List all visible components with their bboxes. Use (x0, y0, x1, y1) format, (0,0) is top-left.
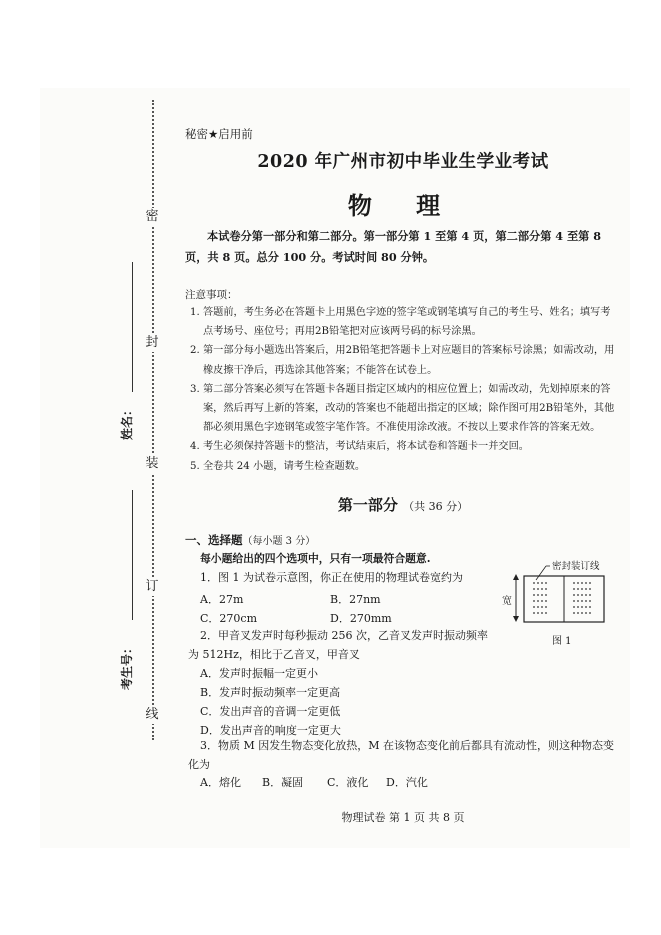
q1-option-a: A．27m (200, 593, 244, 606)
note-item: 4. 考生必须保持答题卡的整洁，考试结束后，将本试卷和答题卡一并交回。 (203, 437, 615, 456)
notes-title: 注意事项： (185, 289, 238, 301)
section-title (185, 532, 315, 548)
intro-text: 本试卷分第一部分和第二部分。第一部分第 1 至第 4 页，第二部分第 4 至第 8 页，共 8 页。总分 100 分。考试时间 80 分钟。 (185, 229, 602, 264)
name-underline (132, 262, 133, 392)
q3-option-d: D．汽化 (386, 776, 428, 789)
note-item: 1. 答题前，考生务必在答题卡上用黑色字迹的签字笔或钢笔填写自己的考生号、姓名；填写考点考场号、座位号；再用2B铅笔把对应该两号码的标号涂黑。 (203, 303, 615, 341)
section-per-score: （每小题 3 分） (242, 536, 316, 547)
seal-char-xian: 线 (142, 706, 162, 724)
part1-score: （共 36 分） (403, 500, 469, 513)
section-title-text: 一、选择题 (185, 533, 243, 547)
subject-title: 物 理 (347, 191, 459, 220)
figure-1-caption: 图 1 (552, 636, 572, 647)
note-item: 2. 第一部分每小题选出答案后，用2B铅笔把答题卡上对应题目的答案标号涂黑；如需改动，用橡皮擦干净后，再选涂其他答案；不能答在试卷上。 (203, 341, 615, 379)
exam-title: 2020 年广州市初中毕业生学业考试 (257, 152, 549, 172)
id-label: 考生号： (120, 641, 134, 690)
q1-option-d: D．270mm (330, 612, 392, 625)
part1-title-text: 第一部分 (337, 496, 398, 514)
q2-option-c: C．发出声音的音调一定更低 (200, 705, 341, 718)
q3-option-c: C．液化 (327, 776, 369, 789)
part1-title (168, 494, 638, 515)
question-3-stem: 3．物质 M 因发生物态变化放热，M 在该物态变化前后都具有流动性，则这种物态变化为 (188, 739, 615, 771)
figure-1-width-label: 宽 (502, 596, 512, 607)
q3-option-b: B．凝固 (262, 776, 304, 789)
q3-option-a: A．熔化 (200, 776, 241, 789)
seal-char-ding: 订 (142, 578, 162, 596)
section-instruction: 每小题给出的四个选项中，只有一项最符合题意. (200, 552, 431, 565)
dots-right (573, 582, 591, 614)
dots-left (533, 582, 547, 614)
q2-option-d: D．发出声音的响度一定更大 (200, 724, 341, 737)
binding-dotted-line (152, 100, 154, 740)
figure-1-binding-label: 密封装订线 (552, 561, 600, 572)
figure-1 (500, 556, 615, 656)
q2-option-b: B．发声时振动频率一定更高 (200, 686, 341, 699)
seal-char-zhuang: 装 (142, 455, 162, 473)
id-underline (132, 490, 133, 620)
q2-option-a: A．发声时振幅一定更小 (200, 667, 318, 680)
page-footer: 物理试卷 第 1 页 共 8 页 (341, 811, 465, 824)
secret-label: 秘密★启用前 (185, 127, 253, 141)
seal-char-mi: 密 (142, 208, 162, 226)
question-1-stem: 1．图 1 为试卷示意图，你正在使用的物理试卷宽约为 (200, 571, 463, 584)
notes-list (185, 303, 615, 476)
q1-option-b: B．27nm (330, 593, 381, 606)
note-item: 5. 全卷共 24 小题，请考生检查题数。 (203, 457, 615, 476)
seal-char-feng: 封 (142, 334, 162, 352)
note-item: 3. 第二部分答案必须写在答题卡各题目指定区域内的相应位置上；如需改动，先划掉原来的答案，然后再写上新的答案，改动的答案也不能超出指定的区域；除作图可用2B铅笔外，其他都必须用黑色字迹钢笔或签字笔作答。不准使用涂改液。不按以上要求作答的答案无效。 (203, 380, 615, 438)
question-2-stem: 2．甲音叉发声时每秒振动 256 次，乙音叉发声时振动频率为 512Hz，相比于乙音叉，甲音叉 (188, 629, 488, 661)
name-label: 姓名： (120, 403, 134, 440)
q1-option-c: C．270cm (200, 612, 258, 625)
